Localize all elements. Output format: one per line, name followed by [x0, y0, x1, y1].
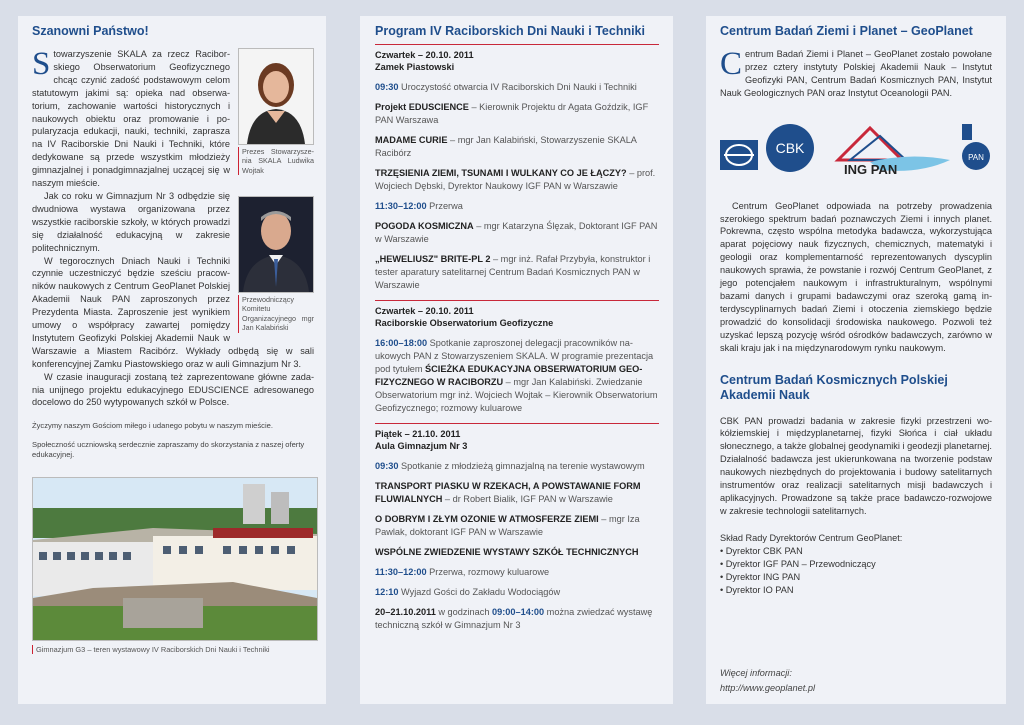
cbk-body: CBK PAN prowadzi badania w zakresie fizyki przestrzeni wokółziemskiej i międzyplanetarnej, fizyki Słońca i ciał układu słonecznego, a także globalnej geodynamiki i geodezji planetarnej. Działalność badawcza jest ukierunkowana na tworzenie podstaw naukowych niezbędnych do projektowania i budowy satelitarnych instrumentów oraz realizacji satelitarnych misji badawczych i aplikacyjnych. Prowadzone są także prace badawczo-rozwojowe w zakresie technologii satelitarnych. [720, 415, 992, 516]
school-photo-caption: Gimnazjum G3 – teren wystawowy IV Raciborskich Dni Nauki i Techniki [32, 645, 314, 654]
program-item: 20–21.10.2011 w godzinach 09:00–14:00 można zwiedzać wystawę techniczną szkół w Gimnazjum Nr 3 [375, 607, 653, 630]
welcome-title: Szanowni Państwo! [32, 24, 149, 38]
portrait-chairman [238, 196, 314, 333]
program-panel [360, 16, 673, 704]
institute-logos [720, 122, 992, 180]
ing-pan-logo-icon [838, 128, 950, 177]
board-heading: Skład Rady Dyrektorów Centrum GeoPlanet: [720, 532, 903, 543]
welcome-body [32, 48, 314, 409]
cbk-logo-icon [766, 124, 814, 172]
program-item: 16:00–18:00 Spotkanie zaproszonej delegacji pracowników naukowych PAN z Stowarzyszeniem SKALA. W programie prezentacja pod tytułem ŚCIEŻKA EDUKACYJNA OBSERWATORIUM GEOFIZYCZNEGO W RACIBORZU – mgr Jan Kalabiński. Zwiedzanie Obserwatorium mgr inż. Wojciech Wojtak – Kierownik Obserwatorium Geofizycznego; rozmowy kuluarowe [375, 338, 658, 413]
welcome-paragraph-1: towarzyszenie SKALA za rzecz Raciborskiego Obserwatorium Geofizycznego chcąc czynić zadość podstawowym celom statutowym jakimi są: opieka nad obserwatorium, zachowanie wartości historycznych i naukowych obiektu oraz promowanie i popularyzacja edukacji, nauki, techniki, zaprasza na IV Raciborskie Dni Nauki i Techniki, które dedykowane są przede wszystkim młodzieży gimnazjalnej i ponadgimnazjalnej uczącej się w naszym mieście. [32, 49, 230, 189]
program-item: MADAME CURIE – mgr Jan Kalabiński, Stowarzyszenie SKALA Racibórz [375, 135, 637, 158]
divider [375, 44, 659, 45]
divider [375, 423, 659, 424]
welcome-paragraph-3: W tegorocznych Dniach Nauki i Techniki czynnie uczestniczyć będzie sześciu pracowników naukowych z Centrum GeoPlanet Polskiej Akademii Nauk PAN zaproszonych przez Prezydenta Miasta. Zaproszenie jest wynikiem umowy o współpracy zawartej pomiędzy Instytutem Geofizyki Polskiej Akademii Nauk w Warszawie a Miastem Racibórz. Wykłady odbędą się w sali konferencyjnej Zamku Piastowskiego oraz w auli Gimnazjum Nr 3. [32, 255, 314, 369]
program-item: 11:30–12:00 Przerwa [375, 201, 463, 211]
more-info-label: Więcej informacji: [720, 668, 792, 678]
president-caption: Prezes Stowarzyszenia SKALA Ludwika Wojtak [238, 147, 314, 175]
welcome-paragraph-4: W czasie inauguracji zostaną też zaprezentowane główne zadania unijnego projektu edukacyjnego EDUSCIENCE adresowanego docelowo do 250 wytypowanych szkół w Polsce. [32, 371, 314, 408]
program-item: 09:30 Spotkanie z młodzieżą gimnazjalną na terenie wystawowym [375, 461, 645, 471]
program-item: „HEWELIUSZ" BRITE-PL 2 – mgr inż. Rafał Przybyła, konstruktor i tester aparatury satelitarnej Centrum Badań Kosmicznych PAN w Warszawie [375, 254, 651, 290]
program-item: TRANSPORT PIASKU W RZEKACH, A POWSTAWANIE FORM FLUWIALNYCH – dr Robert Bialik, IGF PAN w Warszawie [375, 481, 641, 504]
welcome-paragraph-2: Jak co roku w Gimnazjum Nr 3 odbędzie się dwudniowa wystawa organizowana przez wszystkie raciborskie szkoły, w których prowadzi się działalność edukacyjną w zakresie politechnicznym. [32, 190, 230, 253]
day-heading: Piątek – 21.10. 2011 Aula Gimnazjum Nr 3 [375, 429, 468, 451]
president-photo [238, 48, 314, 145]
divider [375, 300, 659, 301]
day-heading: Czwartek – 20.10. 2011 Raciborskie Obserwatorium Geofizyczne [375, 306, 554, 328]
day-heading: Czwartek – 20.10. 2011 Zamek Piastowski [375, 50, 474, 72]
more-info [720, 666, 815, 696]
geoplanet-panel [706, 16, 1006, 704]
ing-pan-logo-text: ING PAN [844, 161, 898, 177]
cbk-title: Centrum Badań Kosmicznych Polskiej Akademii Nauk [720, 372, 948, 402]
io-pan-logo-icon [962, 124, 990, 170]
list-item: • Dyrektor IO PAN [720, 584, 992, 597]
welcome-note-1: Życzymy naszym Gościom miłego i udanego pobytu w naszym mieście. [32, 421, 273, 431]
program-item: 09:30 Uroczystość otwarcia IV Raciborskich Dni Nauki i Techniki [375, 82, 637, 92]
welcome-note-2: Społeczność uczniowską serdecznie zapraszamy do skorzystania z naszej oferty edukacyjnej. [32, 439, 305, 460]
chairman-caption: Przewodniczący Komitetu Organizacyjnego mgr Jan Kalabiński [238, 295, 314, 333]
list-item: • Dyrektor CBK PAN [720, 545, 992, 558]
list-item: • Dyrektor IGF PAN – Przewodniczący [720, 558, 992, 571]
program-item: TRZĘSIENIA ZIEMI, TSUNAMI I WULKANY CO JE ŁĄCZY? – prof. Wojciech Dębski, Dyrektor Naukowy IGF PAN w Warszawie [375, 168, 656, 191]
more-info-link[interactable]: http://www.geoplanet.pl [720, 683, 815, 693]
program-item: WSPÓLNE ZWIEDZENIE WYSTAWY SZKÓŁ TECHNICZNYCH [375, 547, 639, 557]
geoplanet-intro: Centrum Badań Ziemi i Planet – GeoPlanet zostało powołane przez cztery instytuty Polskiej Akademii Nauk – Instytut Geofizyki PAN, Centrum Badań Kosmicznych PAN, Instytut Nauk Geologicznych PAN oraz Instytut Oceanologii PAN. [720, 46, 992, 98]
drop-cap: C [720, 46, 743, 82]
portrait-president [238, 48, 314, 175]
chairman-photo [238, 196, 314, 293]
geoplanet-title: Centrum Badań Ziemi i Planet – GeoPlanet [720, 24, 973, 38]
list-item: • Dyrektor ING PAN [720, 571, 992, 584]
geoplanet-body: Centrum GeoPlanet odpowiada na potrzeby prowadzenia szerokiego spektrum badań poznawczych Ziemi i innych planet. Pokrewna, często wspólna metodyka badawcza, wykorzystująca aparat pojęciowy nauk fizycznych, chemicznych, matematyki i geologii oraz komplementarność reprezentowanych dyscyplin naukowych sprawia, że powstanie i rozwój Centrum GeoPlanet, z jego potencjałem naukowym i infrastrukturalnym, wspólnymi bazami danych i grupami badawczymi oraz szeroką gamą interdyscyplinarnych badań Ziemi i otoczenia ziemskiego będzie prowadzić do konsolidacji środowiska naukowego. Pozwoli też uzyskać lepszą pozycję wśród ośrodków badawczych, zarówno w skali kraju jak i na międzynarodowym rynku naukowym. [720, 200, 992, 353]
program-item: 11:30–12:00 Przerwa, rozmowy kuluarowe [375, 567, 550, 577]
school-photo [32, 477, 318, 641]
program-title: Program IV Raciborskich Dni Nauki i Techniki [375, 24, 645, 38]
program-item: Projekt EDUSCIENCE – Kierownik Projektu dr Agata Goździk, IGF PAN Warszawa [375, 102, 649, 125]
board-list [720, 545, 992, 598]
cbk-logo-text: CBK [775, 139, 805, 156]
drop-cap: S [32, 46, 51, 82]
io-pan-logo-text: PAN [968, 152, 984, 162]
program-item: O DOBRYM I ZŁYM OZONIE W ATMOSFERZE ZIEMI – mgr Iza Pawlak, doktorant IGF PAN w Warszawie [375, 514, 640, 537]
program-item: POGODA KOSMICZNA – mgr Katarzyna Ślęzak, Doktorant IGF PAN w Warszawie [375, 221, 658, 244]
igf-logo-icon [720, 140, 758, 170]
welcome-panel [18, 16, 326, 704]
program-item: 12:10 Wyjazd Gości do Zakładu Wodociągów [375, 587, 561, 597]
